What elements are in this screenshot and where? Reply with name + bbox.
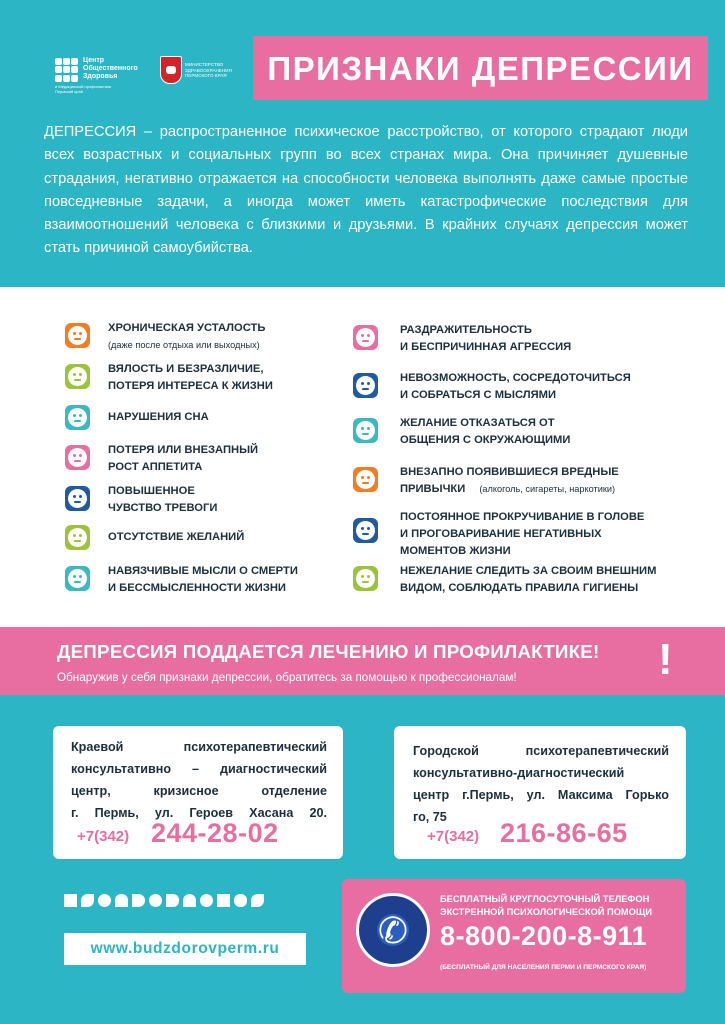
card1-line-2: консультативно – диагностический [71, 762, 327, 776]
sign-label-line-1: НАВЯЗЧИВЫЕ МЫСЛИ О СМЕРТИ [108, 565, 298, 577]
card1-line-4: г. Пермь, ул. Героев Хасана 20. [71, 806, 327, 820]
public-health-center-logo [55, 58, 150, 92]
angry-face-icon [353, 325, 378, 350]
sign-label [108, 409, 209, 426]
sign-label-line-1: ХРОНИЧЕСКАЯ УСТАЛОСТЬ [108, 322, 266, 334]
sunglasses-face-icon [353, 566, 378, 591]
hotline-title-line-2: ЭКСТРЕННОЙ ПСИХОЛОГИЧЕСКОЙ ПОМОЩИ [440, 907, 653, 917]
decorative-shapes [64, 894, 264, 907]
sign-label-line-2: (даже после отдыха или выходных) [108, 340, 260, 350]
sign-label [400, 464, 619, 498]
sad-face-icon [65, 445, 90, 470]
glasses-face-icon [353, 373, 378, 398]
sign-label [400, 322, 571, 356]
card2-line-3: центр г.Пермь, ул. Максима Горько [413, 788, 669, 802]
hotline-box [342, 879, 686, 993]
card1-phone-code: +7(342) [77, 828, 130, 845]
card1-line-1: Краевой психотерапевтический [71, 740, 327, 754]
hotline-title-line-1: БЕСПЛАТНЫЙ КРУГЛОСУТОЧНЫЙ ТЕЛЕФОН [440, 894, 650, 904]
sign-label [400, 415, 570, 449]
page-title: ПРИЗНАКИ ДЕПРЕССИИ [267, 50, 694, 87]
sign-label-line-1: ВЯЛОСТЬ И БЕЗРАЗЛИЧИЕ, [108, 363, 264, 375]
website-link[interactable] [64, 933, 306, 965]
sign-label-line-2: РОСТ АППЕТИТА [108, 461, 203, 473]
treatment-text: Обнаружив у себя признаки депрессии, обратитесь за помощью к профессионалам! [57, 671, 517, 684]
crying-face-icon [65, 566, 90, 591]
treatment-heading: ДЕПРЕССИЯ ПОДДАЕТСЯ ЛЕЧЕНИЮ И ПРОФИЛАКТИКЕ! [57, 641, 600, 662]
exclamation-mark: ! [658, 635, 673, 684]
title-banner [253, 36, 708, 100]
hotline-note: (БЕСПЛАТНЫЙ ДЛЯ НАСЕЛЕНИЯ ПЕРМИ И ПЕРМСКОГО КРАЯ) [440, 964, 647, 971]
logo-grid-icon [55, 58, 79, 82]
worried-face-icon [353, 518, 378, 543]
sign-label [108, 361, 273, 395]
card1-line-3: центр, кризисное отделение [71, 784, 327, 798]
sign-label-line-2: И СОБРАТЬСЯ С МЫСЛЯМИ [400, 389, 557, 401]
sign-label [108, 529, 244, 546]
sign-label-line-1: РАЗДРАЖИТЕЛЬНОСТЬ [400, 324, 532, 336]
sign-label [108, 442, 258, 476]
intro-paragraph: ДЕПРЕССИЯ – распространенное психическое расстройство, от которого страдают люди всех возрастных и социальных групп во всех странах мира. Она причиняет душевные страдания, негативно отражается на способности человека выполнять даже самые простые повседневные задачи, а иногда может иметь катастрофические последствия для взаимоотношений человека с близкими и друзьями. В крайних случаях депрессия может стать причиной самоубийства. [44, 124, 688, 257]
sign-label-line-2: ЧУВСТВО ТРЕВОГИ [108, 502, 218, 514]
sign-label-line-2: И ПРОГОВАРИВАНИЕ НЕГАТИВНЫХ [400, 528, 602, 540]
sign-label-line-2: ПОТЕРЯ ИНТЕРЕСА К ЖИЗНИ [108, 380, 273, 392]
card2-line-2: консультативно-диагностический [413, 766, 625, 780]
sign-label [108, 320, 265, 354]
card2-line-1: Городской психотерапевтический [413, 744, 669, 758]
sign-label [400, 370, 631, 404]
ministry-logo [160, 56, 255, 90]
sign-label [108, 563, 298, 597]
sign-label-line-1: ВНЕЗАПНО ПОЯВИВШИЕСЯ ВРЕДНЫЕ [400, 466, 619, 478]
sign-label [400, 563, 656, 597]
sign-label-line-2: И БЕСПРИЧИННАЯ АГРЕССИЯ [400, 341, 572, 353]
card2-line-4: го, 75 [413, 810, 447, 824]
sign-label-line-3: МОМЕНТОВ ЖИЗНИ [400, 545, 511, 557]
sign-label-line-1: ПОТЕРЯ ИЛИ ВНЕЗАПНЫЙ [108, 444, 259, 456]
treatment-banner [0, 627, 725, 695]
city-center-card [394, 726, 686, 859]
sign-label-line-1: ПОСТОЯННОЕ ПРОКРУЧИВАНИЕ В ГОЛОВЕ [400, 511, 645, 523]
signs-panel [0, 287, 725, 627]
silent-face-icon [353, 418, 378, 443]
hotline-title [440, 893, 652, 919]
crest-icon [160, 56, 182, 84]
card2-phone-number[interactable]: 216-86-65 [500, 818, 628, 848]
hotline-number[interactable]: 8-800-200-8-911 [440, 921, 648, 951]
card2-phone-code: +7(342) [427, 828, 480, 845]
sign-label-line-1: ПОВЫШЕННОЕ [108, 485, 195, 497]
sign-label-line-1: НЕВОЗМОЖНОСТЬ, СОСРЕДОТОЧИТЬСЯ [400, 372, 631, 384]
sign-label-line-2: И БЕССМЫСЛЕННОСТИ ЖИЗНИ [108, 582, 286, 594]
indifferent-face-icon [65, 364, 90, 389]
logo1-title: Центр Общественного Здоровья [83, 57, 138, 80]
phone-icon: ✆ [356, 893, 430, 967]
tired-face-icon [65, 323, 90, 348]
regional-center-card [53, 726, 343, 859]
logo1-subtitle: и Медицинской профилактики Пермский край [55, 84, 112, 94]
website-url: www.budzdorovperm.ru [90, 940, 280, 957]
neutral-face-icon [65, 525, 90, 550]
sign-label [400, 509, 644, 560]
sign-label-line-2: ВИДОМ, СОБЛЮДАТЬ ПРАВИЛА ГИГИЕНЫ [400, 582, 639, 594]
card1-phone-number[interactable]: 244-28-02 [151, 818, 279, 848]
anxious-face-icon [65, 486, 90, 511]
sign-label-line-2: ПРИВЫЧКИ (алкоголь, сигареты, наркотики) [400, 483, 616, 495]
sign-label-line-2: ОБЩЕНИЯ С ОКРУЖАЮЩИМИ [400, 434, 571, 446]
sign-label-line-1: НЕЖЕЛАНИЕ СЛЕДИТЬ ЗА СВОИМ ВНЕШНИМ [400, 565, 657, 577]
sign-label-line-1: ОТСУТСТВИЕ ЖЕЛАНИЙ [108, 531, 245, 543]
sign-label-line-1: НАРУШЕНИЯ СНА [108, 411, 209, 423]
sign-label [108, 483, 217, 517]
sleepy-face-icon [65, 405, 90, 430]
smoking-face-icon [353, 467, 378, 492]
logo2-title: МИНИСТЕРСТВО ЗДРАВООХРАНЕНИЯ ПЕРМСКОГО КРАЯ [185, 62, 232, 78]
sign-label-line-1: ЖЕЛАНИЕ ОТКАЗАТЬСЯ ОТ [400, 417, 555, 429]
